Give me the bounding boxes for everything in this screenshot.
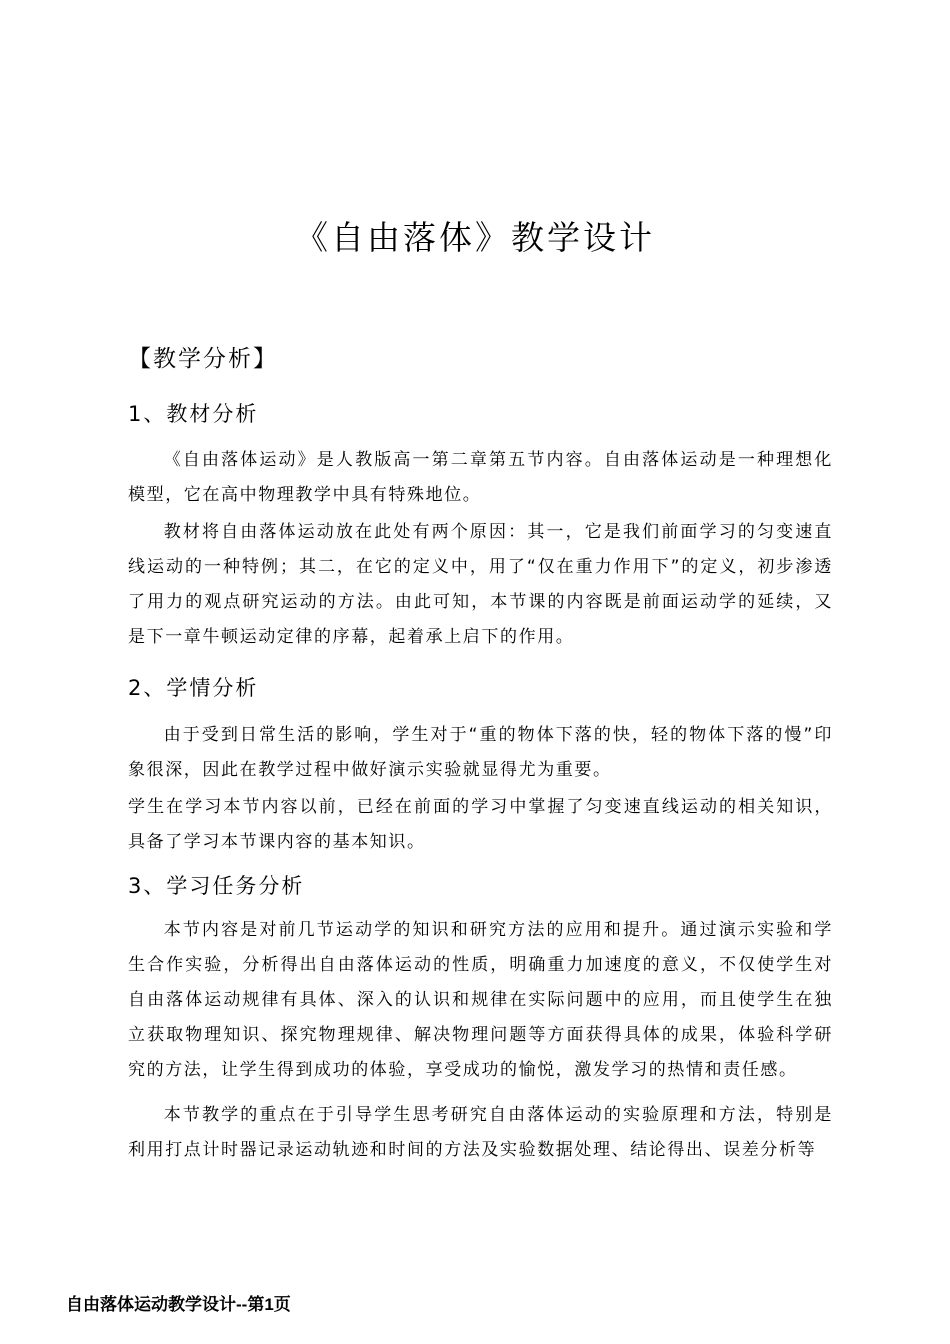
paragraph-task-1: 本节内容是对前几节运动学的知识和研究方法的应用和提升。通过演示实验和学生合作实验，分析得出自由落体运动的性质，明确重力加速度的意义，不仅使学生对自由落体运动规律有具体、深入的认识和规律在实际问题中的应用，而且使学生在独立获取物理知识、探究物理规律、解决物理问题等方面获得具体的成果，体验科学研究的方法，让学生得到成功的体验，享受成功的愉悦，激发学习的热情和责任感。 [128, 920, 833, 1080]
section-heading-teaching-analysis: 【教学分析】 [128, 346, 278, 372]
paragraph-learner-2: 学生在学习本节内容以前，已经在前面的学习中掌握了匀变速直线运动的相关知识，具备了学习本节课内容的基本知识。 [128, 797, 833, 852]
paragraph-task-2: 本节教学的重点在于引导学生思考研究自由落体运动的实验原理和方法，特别是利用打点计时器记录运动轨迹和时间的方法及实验数据处理、结论得出、误差分析等 [128, 1105, 833, 1160]
document-title: 《自由落体》教学设计 [295, 218, 655, 257]
paragraph-learner-1: 由于受到日常生活的影响，学生对于“重的物体下落的快，轻的物体下落的慢”印象很深，因此在教学过程中做好演示实验就显得尤为重要。 [128, 725, 833, 780]
subheading-task-analysis: 3、学习任务分析 [128, 874, 305, 898]
paragraph-textbook-1: 《自由落体运动》是人教版高一第二章第五节内容。自由落体运动是一种理想化模型，它在高中物理教学中具有特殊地位。 [128, 450, 833, 505]
subheading-textbook-analysis: 1、教材分析 [128, 402, 259, 426]
page-footer: 自由落体运动教学设计--第1页 [66, 1295, 291, 1314]
subheading-learner-analysis: 2、学情分析 [128, 676, 259, 700]
paragraph-textbook-2: 教材将自由落体运动放在此处有两个原因：其一，它是我们前面学习的匀变速直线运动的一种特例；其二，在它的定义中，用了“仅在重力作用下”的定义，初步渗透了用力的观点研究运动的方法。由此可知，本节课的内容既是前面运动学的延续，又是下一章牛顿运动定律的序幕，起着承上启下的作用。 [128, 522, 833, 647]
